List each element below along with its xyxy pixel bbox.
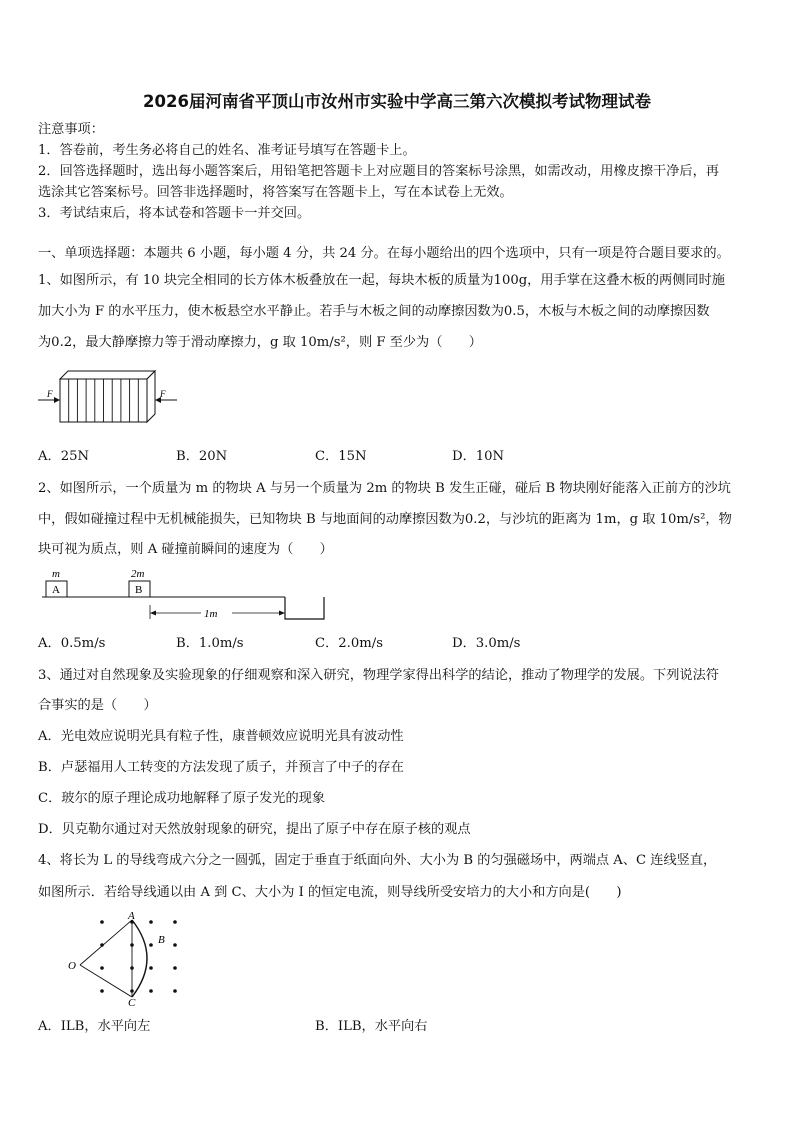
q3-line-1: 3、通过对自然现象及实验现象的仔细观察和深入研究，物理学家得出科学的结论，推动了物理学的发展。下列说法符 <box>38 668 719 683</box>
q3-option-a: A．光电效应说明光具有粒子性，康普顿效应说明光具有波动性 <box>38 729 404 744</box>
field-dot <box>173 920 177 924</box>
q3-option-d: D．贝克勒尔通过对天然放射现象的研究，提出了原子中存在原子核的观点 <box>38 822 471 837</box>
field-dot <box>173 966 177 970</box>
field-dot <box>100 966 104 970</box>
section-heading: 一、单项选择题：本题共 6 小题，每小题 4 分，共 24 分。在每小题给出的四个选项中，只有一项是符合题目要求的。 <box>38 246 730 261</box>
q2-distance-label: 1m <box>204 608 218 620</box>
q4-line-2: 如图所示．若给导线通以由 A 到 C、大小为 I 的恒定电流，则导线所受安培力的大小和方向是( ) <box>38 885 622 900</box>
q2-mass-b-label: 2m <box>131 568 145 580</box>
q2-line-3: 块可视为质点，则 A 碰撞前瞬间的速度为（ ） <box>38 542 333 557</box>
field-dot <box>100 920 104 924</box>
q3-option-b: B．卢瑟福用人工转变的方法发现了质子，并预言了中子的存在 <box>38 760 404 775</box>
notice-item-2: 2．回答选择题时，选出每小题答案后，用铅笔把答题卡上对应题目的答案标号涂黑，如需改动，用橡皮擦干净后，再 <box>38 164 719 179</box>
q3-option-c: C．玻尔的原子理论成功地解释了原子发光的现象 <box>38 791 326 806</box>
page-title: 2026届河南省平顶山市汝州市实验中学高三第六次模拟考试物理试卷 <box>143 92 651 111</box>
field-dot <box>173 989 177 993</box>
q2-collision-figure <box>38 565 338 627</box>
q2-block-b-label: B <box>135 584 143 596</box>
q4-line-1: 4、将长为 L 的导线弯成六分之一圆弧，固定于垂直于纸面向外、大小为 B 的匀强磁场中，两端点 A、C 连线竖直， <box>38 853 717 868</box>
q1-option-b: B．20N <box>176 449 228 464</box>
q4-option-a: A．ILB，水平向左 <box>38 1019 151 1034</box>
field-dot <box>149 989 153 993</box>
q1-board-stack-figure <box>38 362 183 424</box>
q1-right-force-label: F <box>160 389 166 399</box>
q2-option-a: A．0.5m/s <box>38 636 106 651</box>
q4-point-c-label: C <box>128 997 136 1009</box>
q1-line-2: 加大小为 F 的水平压力，使木板悬空水平静止。若手与木板之间的动摩擦因数为0.5，木板与木板之间的动摩擦因数 <box>38 304 710 319</box>
notice-item-1: 1．答卷前，考生务必将自己的姓名、准考证号填写在答题卡上。 <box>38 143 416 158</box>
q2-option-c: C．2.0m/s <box>315 636 383 651</box>
q1-line-1: 1、如图所示，有 10 块完全相同的长方体木板叠放在一起，每块木板的质量为100g，用手掌在这叠木板的两侧同时施 <box>38 273 725 288</box>
field-dot <box>149 943 153 947</box>
q2-block-a-label: A <box>52 584 60 596</box>
q2-option-b: B．1.0m/s <box>176 636 244 651</box>
q2-option-d: D．3.0m/s <box>452 636 521 651</box>
q1-option-a: A．25N <box>38 449 90 464</box>
q4-point-a-label: A <box>128 910 135 922</box>
q2-mass-a-label: m <box>52 568 60 580</box>
q3-line-2: 合事实的是（ ） <box>38 698 157 713</box>
field-dot <box>100 989 104 993</box>
notice-heading: 注意事项： <box>38 122 104 137</box>
q2-line-2: 中，假如碰撞过程中无机械能损失，已知物块 B 与地面间的动摩擦因数为0.2，与沙坑的距离为 1m，g 取 10m/s²，物 <box>38 512 732 527</box>
q4-arc-magnetic-figure <box>62 910 192 1010</box>
field-dot <box>173 943 177 947</box>
field-dot <box>149 920 153 924</box>
q1-option-d: D．10N <box>452 449 505 464</box>
q4-field-b-label: B <box>158 934 165 946</box>
notice-item-3: 3．考试结束后，将本试卷和答题卡一并交回。 <box>38 206 311 221</box>
q1-line-3: 为0.2，最大静摩擦力等于滑动摩擦力，g 取 10m/s²，则 F 至少为（ ） <box>38 335 482 350</box>
notice-item-2-cont: 选涂其它答案标号。回答非选择题时，将答案写在答题卡上，写在本试卷上无效。 <box>38 185 513 200</box>
q2-line-1: 2、如图所示，一个质量为 m 的物块 A 与另一个质量为 2m 的物块 B 发生正碰，碰后 B 物块刚好能落入正前方的沙坑 <box>38 481 731 496</box>
q4-point-o-label: O <box>68 960 76 972</box>
q1-option-c: C．15N <box>315 449 367 464</box>
field-dot <box>149 966 153 970</box>
q1-left-force-label: F <box>47 389 53 399</box>
q4-option-b: B．ILB，水平向右 <box>315 1019 428 1034</box>
